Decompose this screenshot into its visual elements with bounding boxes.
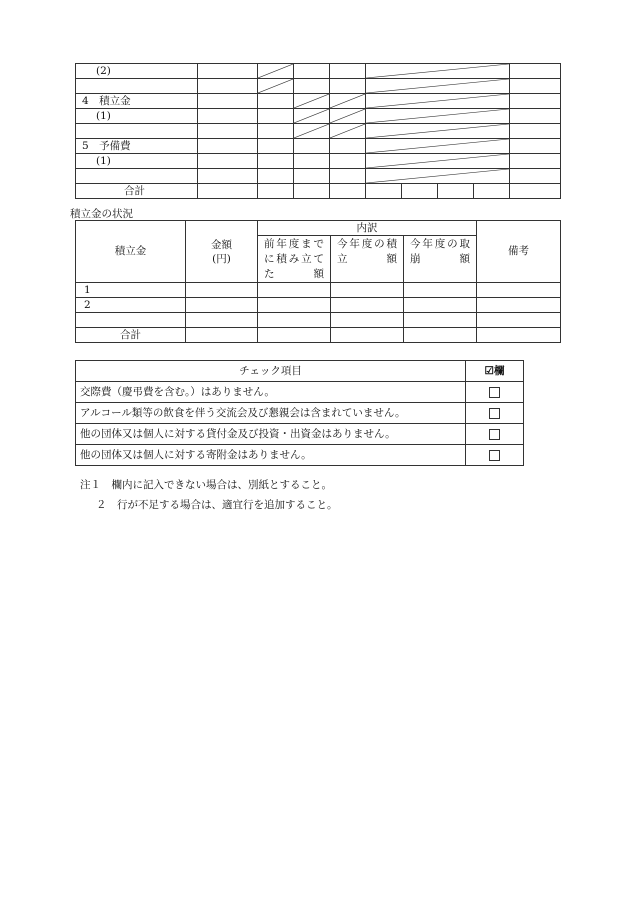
budget-table <box>75 63 561 199</box>
budget-row <box>76 109 561 124</box>
reserve-row-label: 2 <box>76 298 186 313</box>
col-current: 今年度の積立額 <box>331 236 404 283</box>
checklist-item-text: 交際費（慶弔費を含む。）はありません。 <box>76 382 466 403</box>
reserve-total-row <box>76 328 561 343</box>
col-reserve: 積立金 <box>76 221 186 283</box>
budget-total-label: 合計 <box>76 184 198 199</box>
reserve-row <box>76 283 561 298</box>
reserve-total-label: 合計 <box>76 328 186 343</box>
checkbox[interactable] <box>489 387 500 398</box>
checklist-item-text: アルコール類等の飲食を伴う交流会及び懇親会は含まれていません。 <box>76 403 466 424</box>
col-amount-label: 金額 <box>211 238 232 251</box>
budget-item-label: 5 予備費 <box>76 139 198 154</box>
budget-row <box>76 124 561 139</box>
reserve-section-title: 積立金の状況 <box>70 208 133 220</box>
reserve-table <box>75 220 561 343</box>
budget-item-label: (2) <box>76 64 198 79</box>
col-amount <box>186 221 258 283</box>
budget-row <box>76 94 561 109</box>
budget-row <box>76 79 561 94</box>
checklist-row <box>76 382 524 403</box>
col-remarks: 備考 <box>477 221 561 283</box>
reserve-row-label: 1 <box>76 283 186 298</box>
checkbox[interactable] <box>489 408 500 419</box>
note-2: ２ 行が不足する場合は、適宜行を追加すること。 <box>96 499 338 511</box>
col-prev: 前年度までに積み立てた額 <box>258 236 331 283</box>
budget-row <box>76 139 561 154</box>
checklist-row <box>76 403 524 424</box>
checklist-header-check: ☑欄 <box>466 361 524 382</box>
col-withdraw: 今年度の取崩額 <box>404 236 477 283</box>
checklist-row <box>76 445 524 466</box>
budget-item-label: 4 積立金 <box>76 94 198 109</box>
checklist-row <box>76 424 524 445</box>
budget-row <box>76 154 561 169</box>
checklist-header-item: チェック項目 <box>76 361 466 382</box>
reserve-row <box>76 313 561 328</box>
checklist-item-text: 他の団体又は個人に対する貸付金及び投資・出資金はありません。 <box>76 424 466 445</box>
reserve-row <box>76 298 561 313</box>
budget-row <box>76 64 561 79</box>
checklist-item-text: 他の団体又は個人に対する寄附金はありません。 <box>76 445 466 466</box>
checklist-table <box>75 360 524 466</box>
checkbox[interactable] <box>489 450 500 461</box>
col-amount-unit: (円) <box>212 252 231 265</box>
note-1: 注１ 欄内に記入できない場合は、別紙とすること。 <box>80 479 332 491</box>
budget-item-label: (1) <box>76 154 198 169</box>
col-breakdown: 内訳 <box>258 221 477 236</box>
budget-total-row <box>76 184 561 199</box>
checkbox[interactable] <box>489 429 500 440</box>
budget-item-label: (1) <box>76 109 198 124</box>
budget-row <box>76 169 561 184</box>
